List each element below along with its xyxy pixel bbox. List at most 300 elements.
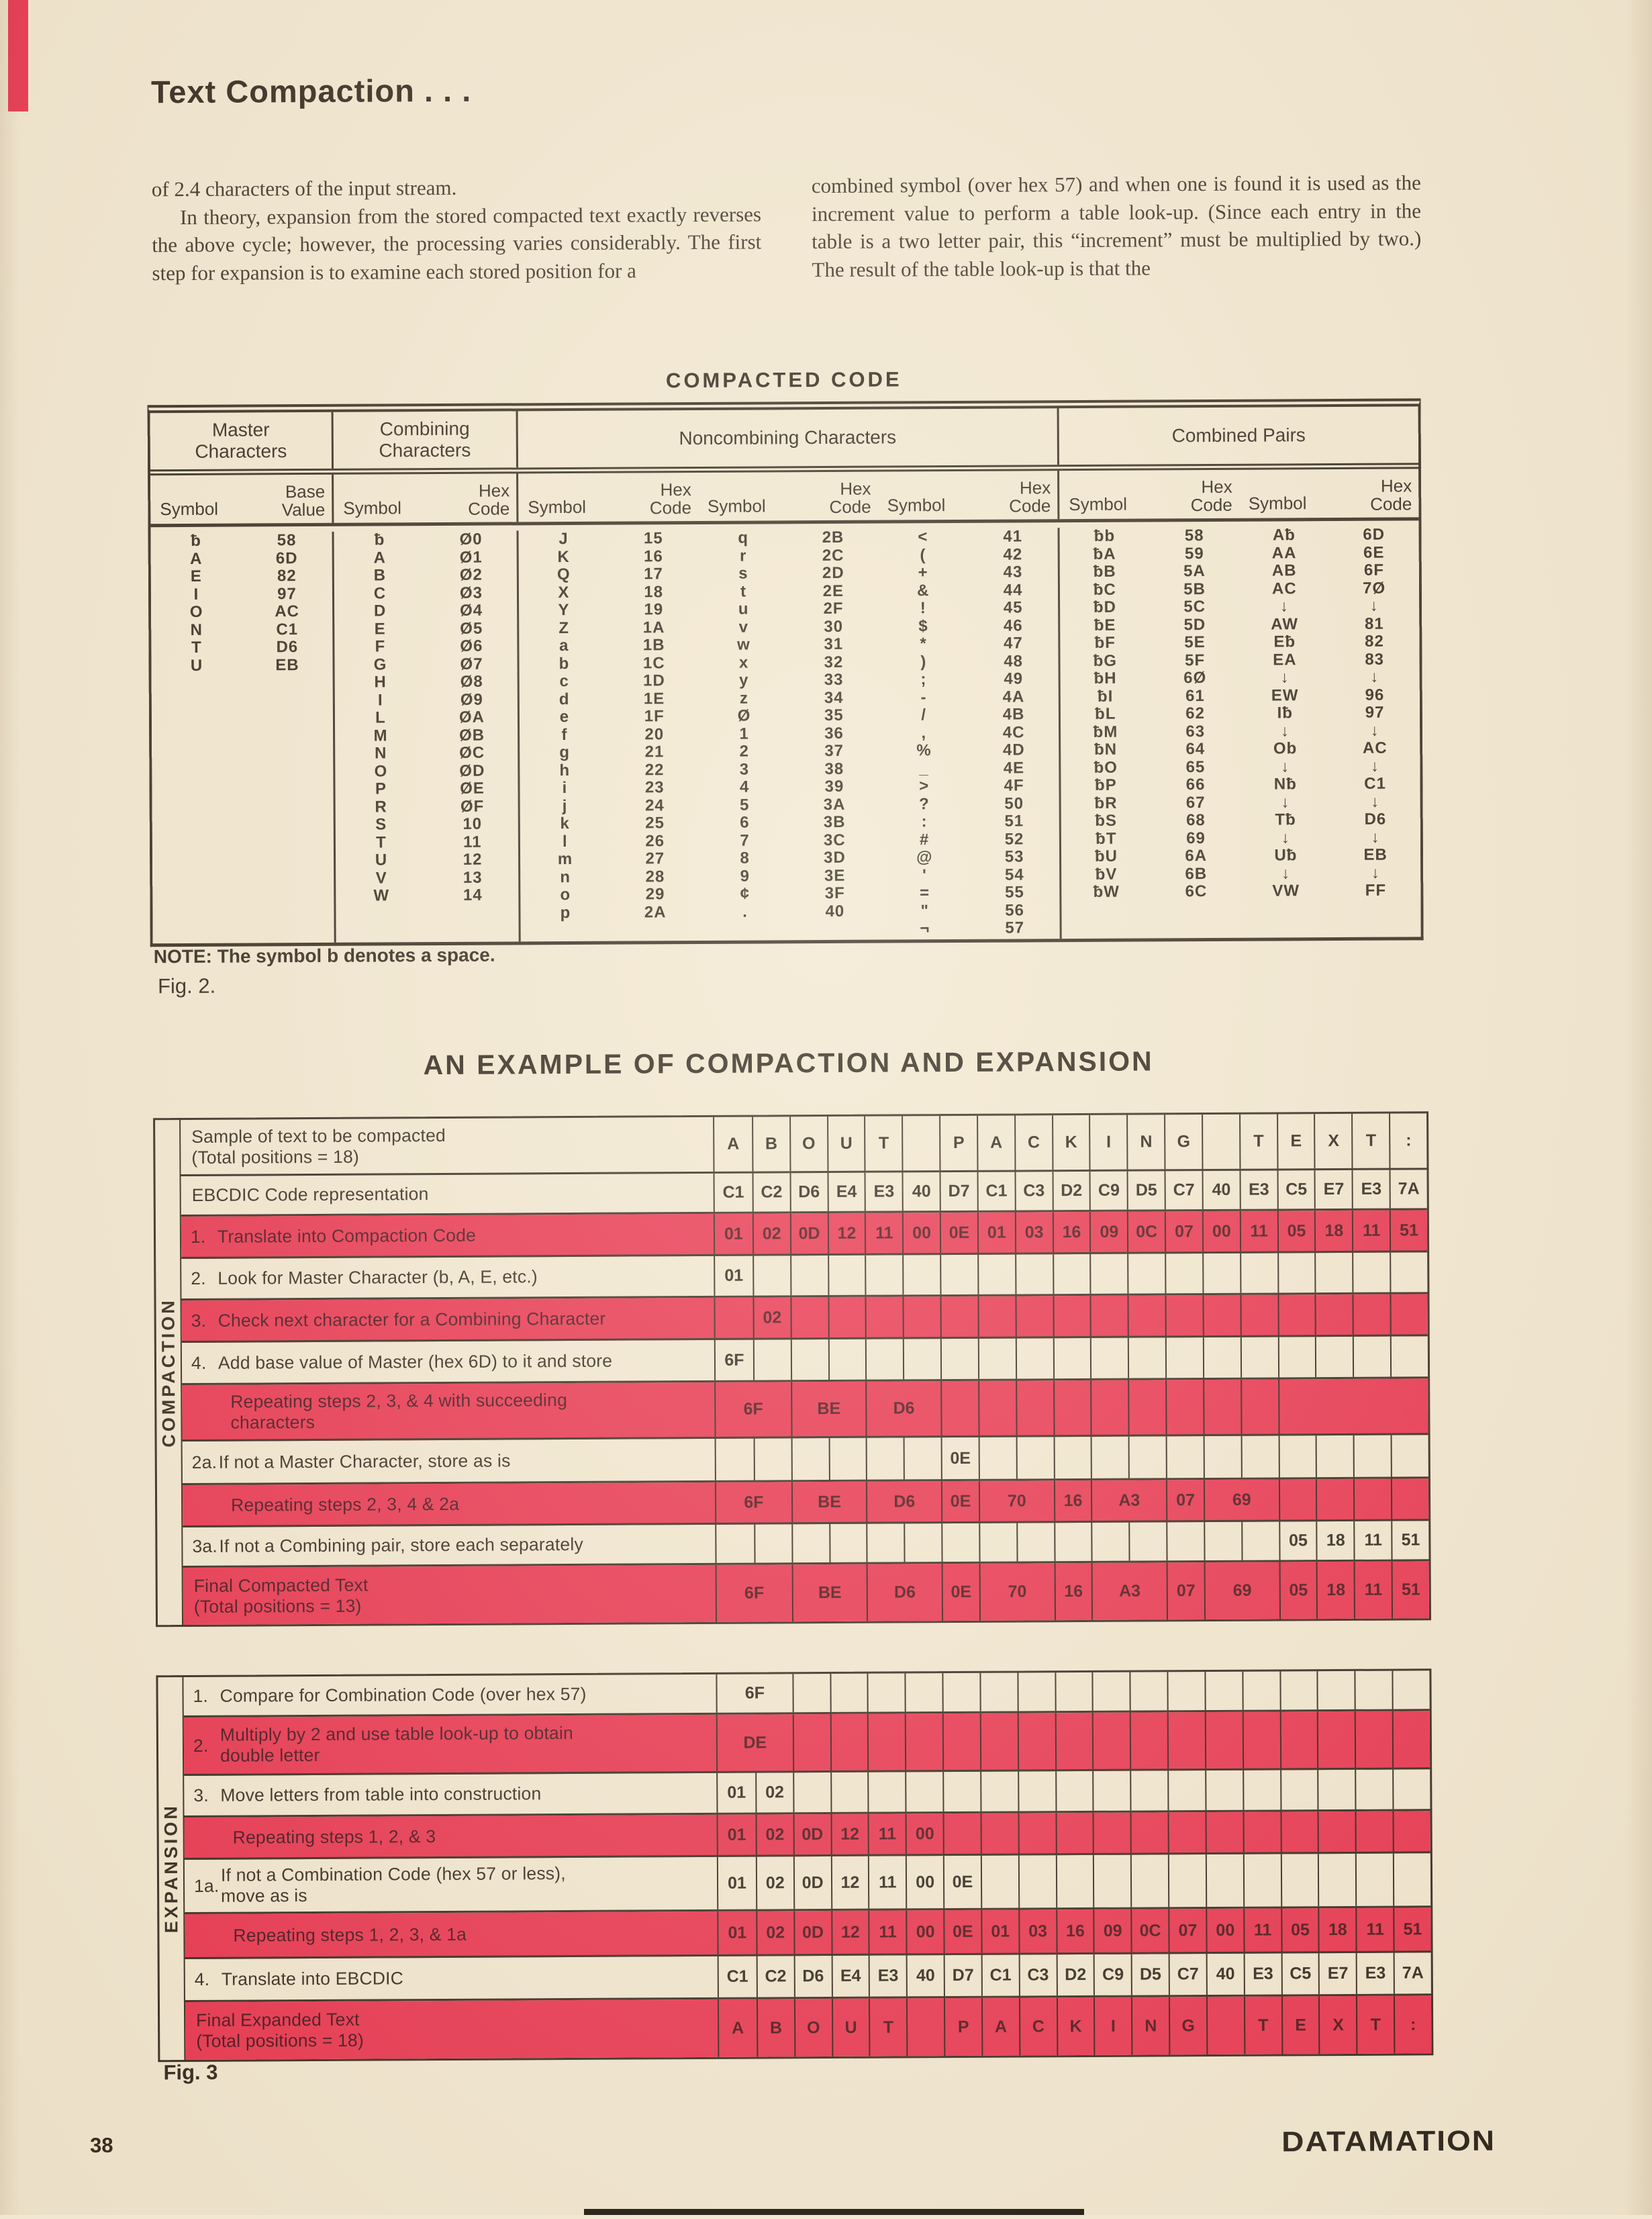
data-cell: 03 — [1015, 1212, 1053, 1252]
code-cell: 82 — [1365, 632, 1384, 651]
data-cell: 69 — [1204, 1562, 1279, 1619]
code-cell: 1E — [643, 689, 665, 708]
data-cell: C9 — [1094, 1954, 1131, 1995]
row-label — [185, 1999, 719, 2060]
row-label — [182, 1340, 716, 1383]
symbol-cell: ƀP — [1094, 775, 1117, 794]
empty-cell — [753, 1438, 791, 1480]
symbol-cell: l — [562, 832, 568, 851]
symbol-cell: $ — [918, 616, 928, 635]
code-cell: 16 — [644, 547, 663, 565]
symbol-column — [151, 532, 244, 944]
data-cell: 00 — [906, 1856, 943, 1908]
subheader-pair — [1059, 470, 1239, 519]
empty-cell — [904, 1523, 941, 1562]
symbol-cell: m — [557, 849, 573, 869]
code-cell: 29 — [645, 885, 665, 904]
code-cell: 5C — [1183, 598, 1206, 616]
data-cell: 70 — [979, 1480, 1054, 1521]
label-line: double letter — [220, 1744, 320, 1766]
symbol-cell: ¬ — [920, 919, 930, 938]
empty-cell — [1128, 1295, 1165, 1335]
code-cell: 53 — [1004, 847, 1024, 866]
article-column-right — [812, 169, 1422, 283]
base-value-header — [282, 483, 326, 519]
code-cell: 1F — [644, 707, 665, 726]
code-cell: AC — [1362, 739, 1388, 757]
empty-cell — [830, 1773, 868, 1812]
data-cell: N — [1131, 1997, 1169, 2055]
row-label-text — [222, 1967, 718, 1990]
compaction-example-table — [153, 1111, 1431, 1627]
symbol-cell: 4 — [739, 777, 750, 796]
symbol-header: Symbol — [160, 498, 219, 520]
empty-cell — [1091, 1437, 1128, 1478]
code-cell: 2D — [822, 563, 844, 583]
empty-cell — [1090, 1296, 1128, 1336]
code-cell: 59 — [1184, 544, 1204, 563]
data-cell: 51 — [1393, 1907, 1430, 1950]
code-cell: 33 — [824, 670, 844, 690]
symbol-cell: 2 — [739, 742, 750, 761]
empty-cell — [1355, 1770, 1392, 1809]
data-cell: E3 — [1239, 1170, 1277, 1209]
code-cell: ØA — [458, 708, 485, 726]
empty-cell — [1390, 1294, 1428, 1334]
symbol-cell: b — [558, 654, 570, 673]
code-cell: 52 — [1004, 829, 1024, 849]
code-cell: 11 — [463, 833, 482, 851]
row-label — [182, 1382, 716, 1439]
code-cell: 5A — [1183, 562, 1206, 581]
data-cell: 0D — [793, 1814, 830, 1854]
symbol-cell: Eƀ — [1273, 632, 1296, 651]
empty-cell — [1055, 1672, 1092, 1711]
empty-cell — [1090, 1338, 1128, 1378]
empty-cell — [981, 1856, 1018, 1908]
table-row — [183, 1521, 1428, 1568]
code-cell: 6B — [1185, 864, 1208, 883]
empty-cell — [1279, 1671, 1317, 1709]
data-cell: 16 — [1052, 1212, 1089, 1252]
data-cell: A — [731, 2018, 744, 2038]
group-title-line: Combining — [379, 418, 470, 440]
data-cell: C2 — [752, 1173, 789, 1211]
data-cell: 16 — [1056, 1909, 1094, 1952]
empty-cell — [1018, 1813, 1055, 1853]
data-cell: 11 — [1243, 1908, 1281, 1951]
empty-cell — [790, 1256, 828, 1295]
data-cell: 16 — [1054, 1563, 1091, 1620]
header-line: Hex — [478, 480, 510, 501]
data-cell: 6F — [744, 1583, 765, 1603]
empty-cell — [1278, 1435, 1316, 1477]
empty-cell — [942, 1713, 980, 1770]
code-cell: C1 — [1364, 774, 1387, 793]
empty-cell — [1277, 1253, 1315, 1292]
fig3-caption: Fig. 3 — [163, 2060, 218, 2085]
empty-cell — [1053, 1338, 1090, 1378]
data-cell: 07 — [1166, 1480, 1204, 1520]
symbol-cell: ƀC — [1093, 580, 1116, 599]
empty-cell — [1165, 1337, 1203, 1378]
data-cell: 00 — [902, 1213, 940, 1253]
data-cell: : — [1389, 1113, 1426, 1168]
data-cell: A — [727, 1134, 740, 1153]
data-cell: C3 — [1018, 1954, 1056, 1995]
empty-cell — [1242, 1671, 1279, 1709]
data-cell: C — [1014, 1115, 1052, 1170]
group-title-line: Combined Pairs — [1171, 424, 1306, 446]
label-line: move as is — [221, 1885, 307, 1906]
empty-cell — [1128, 1436, 1166, 1478]
row-label-text — [218, 1307, 714, 1331]
data-cell: 7A — [1390, 1170, 1427, 1208]
code-cell: 67 — [1185, 793, 1206, 812]
code-cell: 3B — [823, 812, 846, 832]
data-cell: P — [939, 1116, 977, 1170]
data-cell: D2 — [1056, 1954, 1094, 1995]
code-cell: 48 — [1004, 651, 1024, 671]
code-cell: 41 — [1003, 527, 1023, 546]
data-cell: 07 — [1167, 1562, 1204, 1619]
data-cell: 01 — [724, 1224, 743, 1243]
symbol-cell: N — [374, 744, 387, 763]
code-cell: 28 — [645, 867, 665, 886]
row-label — [184, 1715, 718, 1774]
symbol-cell: = — [920, 884, 930, 902]
empty-cell — [790, 1297, 828, 1337]
data-cell: C1 — [977, 1172, 1014, 1211]
symbol-cell: R — [375, 797, 387, 816]
empty-cell — [978, 1381, 1016, 1435]
expansion-side-label: EXPANSION — [160, 1803, 181, 1934]
empty-cell — [868, 1772, 906, 1811]
symbol-cell: I — [377, 690, 383, 709]
code-cell: 2E — [822, 581, 844, 600]
symbol-cell: ƀN — [1094, 740, 1118, 759]
empty-cell — [1055, 1771, 1093, 1811]
symbol-cell: _ — [919, 759, 929, 777]
code-cell: 82 — [277, 567, 297, 585]
code-cell: 69 — [1186, 829, 1206, 847]
empty-cell — [903, 1339, 940, 1379]
data-cell: 18 — [1316, 1521, 1354, 1560]
symbol-cell: > — [919, 777, 930, 796]
code-cell: 4B — [1002, 705, 1025, 724]
code-cell: Ø8 — [460, 672, 483, 691]
symbol-cell: A — [373, 548, 386, 567]
empty-cell — [1093, 1813, 1130, 1853]
code-cell: D6 — [1364, 810, 1387, 829]
empty-cell — [980, 1713, 1018, 1770]
symbol-cell: Z — [558, 618, 570, 637]
row-data-grid — [715, 1294, 1427, 1338]
empty-cell — [1241, 1521, 1279, 1560]
label-line: (Total positions = 18) — [191, 1146, 360, 1168]
code-cell: 1D — [643, 671, 665, 690]
code-cell: Ø2 — [459, 565, 483, 584]
row-label-text — [219, 1449, 715, 1472]
symbol-cell: ↓ — [1281, 792, 1290, 811]
empty-cell — [1280, 1854, 1318, 1906]
symbol-column — [1239, 526, 1331, 938]
code-cell: 97 — [1365, 703, 1385, 722]
expansion-example-table — [156, 1668, 1433, 2062]
label-line: Compare for Combination Code (over hex 57) — [220, 1683, 587, 1706]
row-label-text — [191, 1123, 713, 1168]
data-cell: O — [794, 1999, 832, 2057]
code-cell: 61 — [1185, 686, 1205, 705]
code-cell: 32 — [824, 653, 844, 671]
data-cell: A — [977, 1116, 1014, 1170]
compacted-code-heading: COMPACTED CODE — [665, 367, 902, 393]
row-label — [183, 1439, 716, 1483]
data-cell: T — [1356, 1996, 1394, 2054]
code-cell: 20 — [644, 724, 665, 743]
table-row — [182, 1336, 1428, 1385]
data-cell: E7 — [1314, 1170, 1352, 1209]
data-cell: 01 — [727, 1783, 746, 1802]
empty-cell — [1017, 1672, 1055, 1711]
data-cell: 6F — [744, 1683, 765, 1703]
empty-cell — [1130, 1812, 1168, 1852]
data-cell: 40 — [906, 1955, 944, 1996]
page-number: 38 — [89, 2133, 113, 2157]
symbol-cell: ƀE — [1094, 616, 1116, 634]
code-cell: 21 — [644, 743, 665, 761]
empty-cell — [1205, 1771, 1243, 1810]
row-label — [181, 1174, 715, 1215]
code-cell: ØC — [459, 743, 485, 762]
empty-cell — [1204, 1672, 1242, 1710]
data-cell: T — [864, 1116, 902, 1170]
data-cell: 05 — [1279, 1521, 1316, 1560]
empty-cell — [1093, 1855, 1130, 1907]
data-cell: 01 — [727, 1825, 746, 1844]
table-row — [185, 1811, 1430, 1860]
empty-cell — [1243, 1711, 1280, 1768]
symbol-cell: Nƀ — [1273, 775, 1297, 794]
row-data-grid — [716, 1378, 1428, 1437]
code-cell: ↓ — [1370, 667, 1379, 686]
subheader-master — [150, 475, 334, 524]
subheader-pair — [698, 472, 878, 521]
empty-cell — [1053, 1296, 1090, 1336]
symbol-cell: ↓ — [1279, 597, 1290, 616]
empty-cell — [941, 1523, 979, 1562]
symbol-cell: AW — [1271, 614, 1299, 634]
empty-cell — [1167, 1771, 1205, 1810]
data-cell: A3 — [1091, 1562, 1167, 1620]
row-data-grid — [716, 1521, 1428, 1563]
code-cell: Ø0 — [459, 530, 483, 549]
row-label-text — [218, 1350, 714, 1373]
row-step-number: 1. — [193, 1685, 209, 1706]
group-header-noncombining — [518, 408, 1059, 467]
row-label — [185, 1815, 718, 1858]
data-cell: C1 — [726, 1967, 748, 1986]
data-cell: X — [1318, 1996, 1356, 2054]
data-cell: T — [1351, 1114, 1389, 1168]
symbol-cell: D — [373, 602, 387, 620]
data-cell: 18 — [1314, 1211, 1352, 1251]
data-cell: 0D — [793, 1856, 831, 1909]
symbol-cell: ƀB — [1093, 562, 1116, 581]
label-line: Repeating steps 2, 3, & 4 with succeeding — [230, 1389, 568, 1412]
data-cell: D6 — [867, 1564, 942, 1621]
data-cell: 11 — [868, 1813, 906, 1854]
symbol-cell: ƀV — [1095, 865, 1118, 884]
code-cell: 68 — [1185, 811, 1206, 830]
row-data-grid — [715, 1252, 1427, 1296]
symbol-cell: ƀO — [1094, 758, 1118, 777]
symbol-cell: Q — [556, 565, 571, 584]
code-cell: C1 — [276, 620, 299, 639]
row-label — [183, 1565, 717, 1625]
symbol-cell: " — [920, 901, 929, 920]
symbol-code-pair — [334, 530, 518, 942]
data-cell: 6F — [744, 1492, 764, 1512]
empty-cell — [980, 1813, 1018, 1854]
empty-cell — [1055, 1713, 1092, 1769]
data-cell: 40 — [1202, 1171, 1239, 1209]
empty-cell — [940, 1255, 977, 1294]
data-cell: C3 — [1014, 1172, 1052, 1210]
code-cell: 65 — [1185, 757, 1206, 776]
symbol-cell: + — [918, 563, 928, 582]
empty-cell — [1203, 1380, 1241, 1434]
data-cell: E7 — [1318, 1953, 1356, 1994]
symbol-cell: ƀM — [1093, 722, 1118, 741]
symbol-cell: T — [191, 638, 202, 657]
symbol-cell: g — [559, 743, 571, 762]
empty-cell — [979, 1523, 1016, 1562]
paragraph: combined symbol (over hex 57) and when one is found it is used as the increment value to perform a table look-up. (Since each entry in the table is a two letter pair, this “increment” must be multiplied by two.) The result of the table look-up is that the — [811, 171, 1422, 281]
empty-cell — [1093, 1771, 1130, 1811]
data-cell: 12 — [830, 1856, 868, 1909]
label-line: EBCDIC Code representation — [191, 1184, 429, 1205]
code-cell: 34 — [824, 688, 844, 707]
row-step-number: 3. — [191, 1310, 207, 1331]
row-label — [183, 1482, 716, 1525]
empty-cell — [1391, 1435, 1428, 1476]
symbol-code-pair — [518, 530, 700, 941]
symbol-cell: B — [373, 566, 387, 585]
data-cell: BE — [791, 1564, 867, 1622]
symbol-cell: v — [738, 618, 749, 636]
row-data-grid — [714, 1113, 1426, 1172]
empty-cell — [1204, 1522, 1241, 1560]
empty-cell — [1202, 1254, 1240, 1293]
data-cell: 01 — [981, 1910, 1018, 1953]
empty-cell — [828, 1256, 865, 1295]
code-cell: 14 — [463, 886, 483, 904]
symbol-cell: ↓ — [1281, 863, 1291, 882]
code-cell: 40 — [825, 902, 845, 920]
empty-cell — [1355, 1854, 1393, 1906]
data-cell: 02 — [756, 1911, 793, 1954]
data-cell: : — [1394, 1995, 1431, 2053]
code-cell: ↓ — [1370, 721, 1379, 740]
data-cell: D7 — [940, 1172, 977, 1211]
empty-cell — [830, 1714, 867, 1771]
symbol-cell: N — [190, 620, 203, 639]
subheader-combining — [334, 473, 518, 522]
data-cell: 51 — [1391, 1521, 1428, 1559]
empty-cell — [1315, 1294, 1353, 1335]
code-cell: 3E — [824, 866, 846, 885]
empty-cell — [1315, 1337, 1353, 1377]
data-cell: D6 — [793, 1956, 831, 1997]
empty-cell — [902, 1116, 939, 1170]
symbol-cell: A — [189, 549, 203, 568]
empty-cell — [1355, 1671, 1392, 1709]
data-cell: B — [752, 1117, 789, 1171]
master-characters-columns — [151, 532, 336, 943]
symbol-cell: ƀD — [1093, 598, 1117, 616]
row-label — [181, 1256, 715, 1299]
label-line: If not a Combination Code (hex 57 or less), — [220, 1863, 566, 1885]
data-cell: 11 — [1354, 1521, 1392, 1560]
symbol-cell: EW — [1271, 686, 1299, 705]
row-label-text — [220, 1683, 716, 1707]
symbol-cell: ( — [920, 545, 926, 564]
symbol-cell: J — [558, 529, 569, 549]
symbol-cell: S — [375, 815, 387, 834]
empty-cell — [716, 1439, 754, 1480]
data-cell: C — [1019, 1997, 1057, 2055]
label-line: Final Expanded Text — [196, 2009, 360, 2030]
table-row — [184, 1711, 1430, 1776]
empty-cell — [1204, 1436, 1241, 1478]
paragraph: In theory, expansion from the stored compacted text exactly reverses the above cycle; however, the processing varies considerably. The first step for expansion is to examine each stored position for a — [152, 201, 762, 285]
code-cell: 57 — [1005, 918, 1025, 937]
data-cell: 51 — [1390, 1210, 1427, 1250]
row-step-number: 4. — [194, 1969, 210, 1989]
data-cell: 69 — [1204, 1479, 1279, 1520]
empty-cell — [1018, 1771, 1055, 1811]
subheader-combined-pairs — [1059, 469, 1418, 519]
symbol-header: Symbol — [343, 498, 402, 518]
empty-cell — [754, 1524, 791, 1562]
empty-cell — [905, 1673, 942, 1711]
symbol-cell: L — [375, 708, 386, 727]
data-cell: E3 — [869, 1955, 906, 1996]
empty-cell — [1202, 1295, 1240, 1335]
subheader-pair — [1239, 469, 1419, 518]
data-cell: 03 — [1018, 1909, 1056, 1952]
empty-cell — [905, 1772, 942, 1811]
empty-cell — [1318, 1770, 1355, 1809]
data-cell: G — [1164, 1115, 1202, 1169]
empty-cell — [865, 1339, 903, 1379]
empty-cell — [715, 1298, 752, 1338]
data-cell: D5 — [1131, 1954, 1169, 1995]
empty-cell — [1241, 1337, 1278, 1377]
data-cell: 01 — [728, 1923, 747, 1942]
code-cell: 97 — [277, 584, 297, 603]
empty-cell — [1165, 1380, 1203, 1434]
code-column — [1329, 526, 1421, 937]
symbol-cell: 7 — [740, 831, 750, 850]
data-cell: 11 — [1240, 1211, 1277, 1251]
symbol-cell: t — [740, 582, 747, 601]
data-cell: 01 — [724, 1266, 744, 1285]
empty-cell — [904, 1437, 941, 1479]
data-cell: 18 — [1316, 1562, 1354, 1619]
data-cell: 0E — [941, 1481, 979, 1521]
